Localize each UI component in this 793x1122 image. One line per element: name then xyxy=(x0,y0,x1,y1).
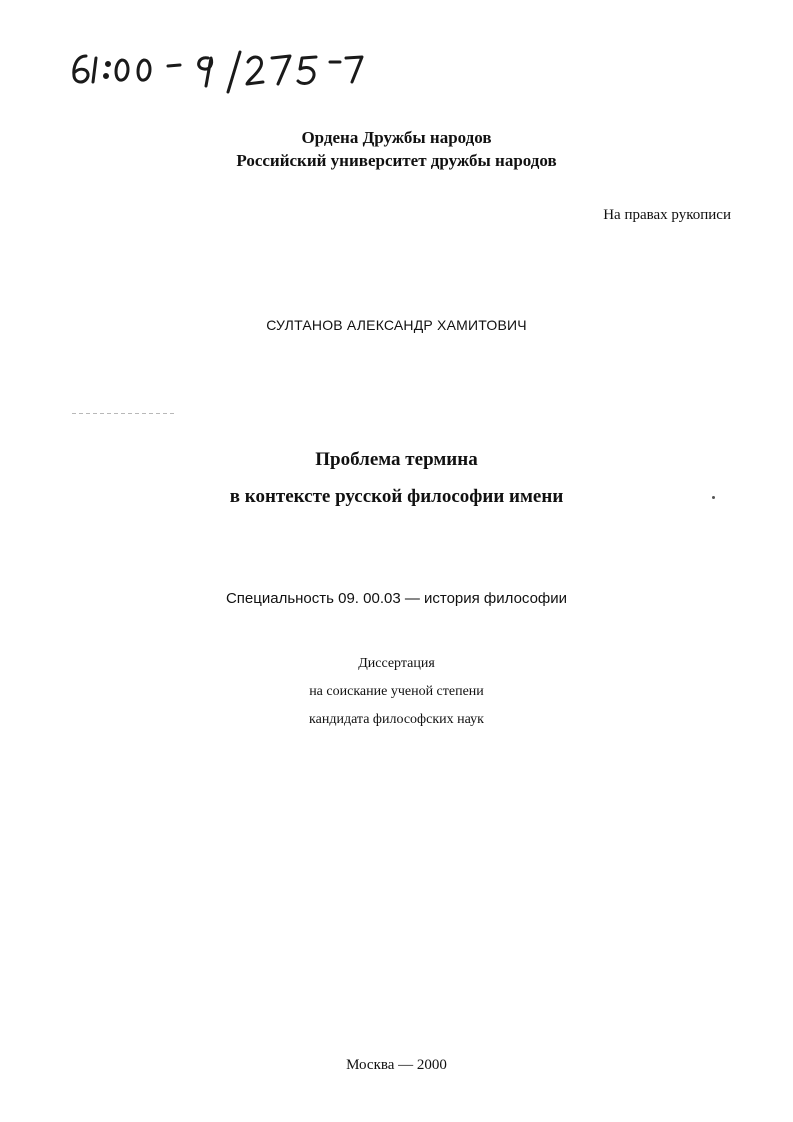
degree-line-3: кандидата философских наук xyxy=(309,712,484,727)
author-name: СУЛТАНОВ АЛЕКСАНДР ХАМИТОВИЧ xyxy=(266,317,527,333)
dissertation-title xyxy=(0,441,793,515)
institution-line-2: Российский университет дружбы народов xyxy=(236,151,557,170)
handwritten-archive-code xyxy=(68,44,368,94)
title-line-2: в контексте русской философии имени xyxy=(229,486,564,507)
specialty-line: Специальность 09. 00.03 — история философии xyxy=(225,590,568,607)
degree-line-2: на соискание ученой степени xyxy=(309,684,484,699)
scan-artifact-line xyxy=(72,413,176,414)
title-line-1: Проблема термина xyxy=(315,449,478,470)
manuscript-rights-note: На правах рукописи xyxy=(603,207,731,223)
degree-statement xyxy=(0,650,793,734)
degree-line-1: Диссертация xyxy=(358,656,435,671)
handwritten-code-drawing xyxy=(68,44,368,94)
scan-speck xyxy=(712,496,715,499)
place-and-year: Москва — 2000 xyxy=(346,1057,447,1073)
institution-name xyxy=(0,126,793,172)
institution-line-1: Ордена Дружбы народов xyxy=(301,128,492,147)
